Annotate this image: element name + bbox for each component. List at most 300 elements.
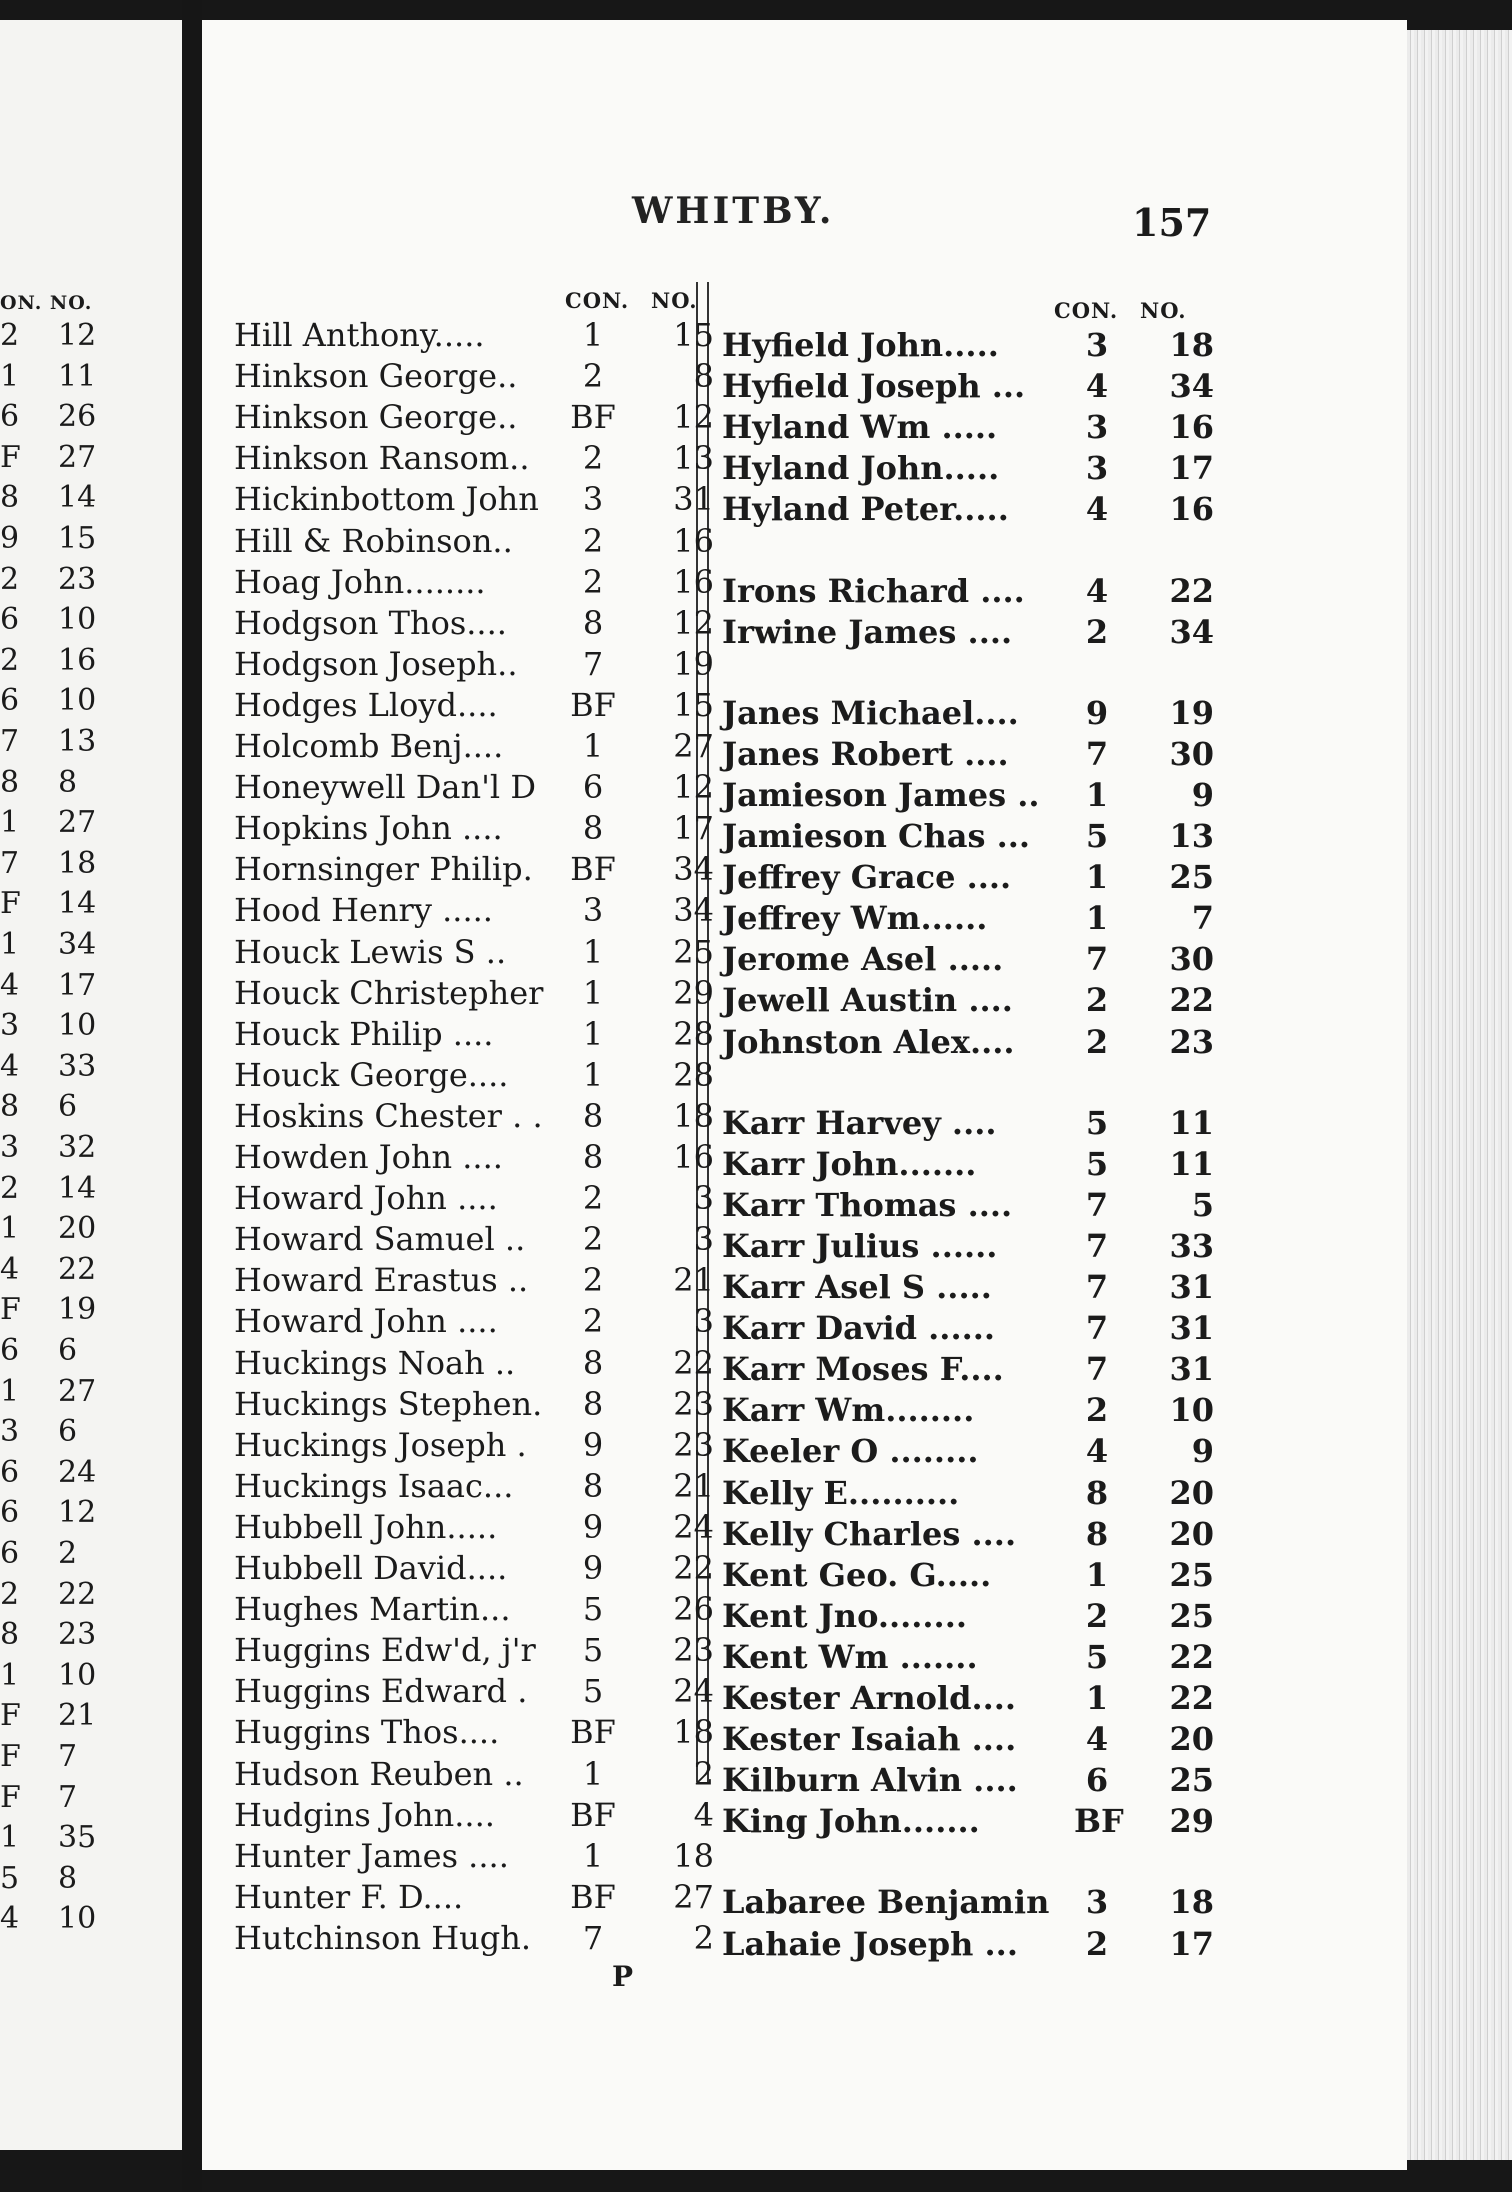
entry-name: Hinkson Ransom.. bbox=[234, 439, 530, 478]
left-page-no: 6 bbox=[58, 1089, 78, 1125]
left-page-no: 10 bbox=[58, 602, 97, 638]
entry-no: 22 bbox=[1169, 1679, 1214, 1717]
left-page-no: 33 bbox=[58, 1048, 97, 1084]
left-page-row bbox=[0, 927, 182, 967]
entry-no: 29 bbox=[673, 973, 714, 1012]
left-page-no: 8 bbox=[58, 1860, 78, 1896]
entry-name: Hudgins John.... bbox=[234, 1795, 495, 1834]
entry-con: 2 bbox=[1085, 1924, 1109, 1963]
entry-con: 2 bbox=[1085, 1391, 1109, 1430]
entry-con: 1 bbox=[582, 932, 604, 971]
entry-no: 11 bbox=[1169, 1103, 1214, 1142]
entry-name: Hill Anthony..... bbox=[234, 316, 485, 354]
left-page-con: 5 bbox=[0, 1860, 20, 1896]
entry-con: 1 bbox=[1085, 899, 1109, 938]
entry-no: 5 bbox=[1191, 1185, 1214, 1224]
entry-con: BF bbox=[570, 685, 616, 724]
left-page-con: 7 bbox=[0, 845, 20, 881]
left-page-no: 6 bbox=[58, 1414, 78, 1450]
entry-name: Janes Robert .... bbox=[722, 734, 1009, 773]
entry-no: 21 bbox=[673, 1261, 714, 1300]
entry-no: 15 bbox=[673, 316, 714, 354]
left-page-con: 2 bbox=[0, 1170, 20, 1206]
left-page-con: 3 bbox=[0, 1008, 20, 1044]
entry-name: Hopkins John .... bbox=[234, 809, 503, 848]
entry-name: Karr Julius ...... bbox=[722, 1226, 998, 1265]
left-page-con: 6 bbox=[0, 1333, 20, 1368]
left-page-no: 13 bbox=[58, 724, 97, 759]
left-page-con: 3 bbox=[0, 1414, 20, 1450]
entry-name: Karr Asel S ..... bbox=[722, 1268, 992, 1306]
left-page-con: 6 bbox=[0, 602, 20, 638]
entry-con: 2 bbox=[582, 1179, 604, 1218]
entry-name: Hodgson Joseph.. bbox=[234, 644, 518, 683]
entry-con: 8 bbox=[582, 603, 604, 642]
left-page-con: 2 bbox=[0, 642, 20, 678]
left-page-con: 8 bbox=[0, 1089, 20, 1125]
entry-con: 7 bbox=[1085, 1185, 1109, 1224]
left-page-row bbox=[0, 1861, 182, 1901]
left-page-row bbox=[0, 683, 182, 723]
entry-no: 23 bbox=[1169, 1022, 1214, 1061]
entry-name: Hodges Lloyd.... bbox=[234, 685, 498, 724]
con-header: CON. bbox=[1054, 298, 1119, 323]
entry-no: 3 bbox=[693, 1302, 714, 1341]
entry-no: 18 bbox=[1169, 326, 1214, 364]
entry-name: Houck Christepher bbox=[234, 973, 544, 1012]
left-page-con: 9 bbox=[0, 521, 20, 556]
entry-con: 7 bbox=[1085, 734, 1109, 773]
entry-con: 5 bbox=[582, 1631, 604, 1670]
entry-no: 3 bbox=[693, 1179, 714, 1218]
left-page-con: 4 bbox=[0, 967, 20, 1003]
left-page-con: 1 bbox=[0, 927, 20, 962]
left-page-row bbox=[0, 805, 182, 845]
entry-con: 4 bbox=[1085, 367, 1109, 406]
entry-con: 8 bbox=[582, 1384, 604, 1423]
left-page-row bbox=[0, 1617, 182, 1657]
entry-con: BF bbox=[570, 1795, 616, 1834]
left-page-con: 2 bbox=[0, 1576, 20, 1612]
entry-name: King John....... bbox=[722, 1802, 980, 1841]
left-page-row bbox=[0, 1333, 182, 1373]
entry-con: 2 bbox=[1085, 1596, 1109, 1635]
entry-con: 7 bbox=[582, 644, 604, 683]
entry-no: 30 bbox=[1169, 734, 1214, 773]
entry-con: 1 bbox=[582, 316, 604, 354]
entry-name: Kent Wm ....... bbox=[722, 1637, 978, 1676]
entry-name: Hoskins Chester . . bbox=[234, 1096, 543, 1135]
left-page-no: 26 bbox=[58, 399, 97, 435]
entry-name: Johnston Alex.... bbox=[722, 1022, 1015, 1061]
entry-con: 1 bbox=[582, 1754, 604, 1793]
entry-no: 34 bbox=[1169, 367, 1214, 406]
entry-no: 13 bbox=[1169, 817, 1214, 855]
left-page-row bbox=[0, 1130, 182, 1170]
left-page-no: 22 bbox=[58, 1576, 97, 1612]
entry-con: 5 bbox=[582, 1672, 604, 1711]
left-page-no: 17 bbox=[58, 967, 97, 1003]
entry-no: 20 bbox=[1169, 1720, 1214, 1759]
left-page-con: 1 bbox=[0, 358, 20, 394]
entry-no: 19 bbox=[1169, 693, 1214, 732]
entry-con: 3 bbox=[1085, 449, 1109, 488]
left-page-no: 32 bbox=[58, 1130, 97, 1165]
left-page-row bbox=[0, 602, 182, 642]
entry-no: 31 bbox=[673, 480, 714, 519]
entry-name: Jamieson Chas ... bbox=[722, 817, 1031, 855]
entry-name: Kelly Charles .... bbox=[722, 1514, 1017, 1553]
entry-con: 1 bbox=[1085, 1679, 1109, 1717]
entry-con: BF bbox=[570, 398, 616, 437]
entry-name: Janes Michael.... bbox=[722, 693, 1019, 732]
entry-con: 1 bbox=[582, 973, 604, 1012]
entry-con: 2 bbox=[1085, 981, 1109, 1020]
entry-con: BF bbox=[570, 850, 616, 889]
entry-con: 9 bbox=[582, 1507, 604, 1546]
entry-name: Hudson Reuben .. bbox=[234, 1754, 524, 1793]
entry-con: 2 bbox=[582, 1220, 604, 1259]
entry-no: 10 bbox=[1169, 1391, 1214, 1430]
left-page-con: 7 bbox=[0, 724, 20, 759]
entry-name: Hubbell David.... bbox=[234, 1549, 508, 1587]
left-page-no: 2 bbox=[58, 1536, 78, 1571]
entry-con: 8 bbox=[582, 1096, 604, 1135]
entry-name: Lahaie Joseph ... bbox=[722, 1924, 1018, 1963]
entry-no: 16 bbox=[673, 562, 714, 601]
entry-name: Houck Lewis S .. bbox=[234, 932, 507, 971]
left-page-con: F bbox=[0, 886, 21, 922]
book-gutter bbox=[182, 0, 202, 2192]
left-page-con: F bbox=[0, 1292, 21, 1328]
entry-name: Howden John .... bbox=[234, 1138, 503, 1176]
entry-con: 8 bbox=[1085, 1473, 1109, 1512]
left-page-row bbox=[0, 359, 182, 399]
entry-no: 22 bbox=[1169, 1637, 1214, 1676]
left-page-con: 6 bbox=[0, 1536, 20, 1571]
entry-no: 22 bbox=[1169, 981, 1214, 1020]
entry-con: 8 bbox=[582, 1466, 604, 1505]
left-page-no: 10 bbox=[58, 1008, 97, 1044]
entry-no: 18 bbox=[673, 1713, 714, 1752]
left-page-column-header: ON. NO. bbox=[0, 292, 93, 314]
left-page-row bbox=[0, 1820, 182, 1860]
left-page-row bbox=[0, 1049, 182, 1089]
entry-con: 5 bbox=[1085, 1103, 1109, 1142]
page-title: WHITBY. bbox=[632, 190, 835, 232]
entry-no: 31 bbox=[1169, 1309, 1214, 1348]
left-page-con: 6 bbox=[0, 1454, 20, 1490]
entry-con: BF bbox=[570, 1713, 616, 1752]
entry-name: Hornsinger Philip. bbox=[234, 850, 533, 889]
left-page-con: F bbox=[0, 1779, 21, 1815]
entry-name: Keeler O ........ bbox=[722, 1432, 979, 1471]
entry-con: 1 bbox=[582, 1014, 604, 1053]
no-header: NO. bbox=[651, 288, 698, 313]
left-page-no: 14 bbox=[58, 480, 97, 516]
left-page-con: 2 bbox=[0, 561, 20, 597]
entry-name: Jerome Asel ..... bbox=[722, 940, 1004, 979]
entry-no: 17 bbox=[1169, 1924, 1214, 1963]
entry-con: 2 bbox=[1085, 612, 1109, 651]
entry-name: Howard John .... bbox=[234, 1179, 498, 1218]
left-page-con: 8 bbox=[0, 764, 20, 800]
entry-name: Kent Geo. G..... bbox=[722, 1555, 992, 1594]
left-page-no: 14 bbox=[58, 886, 97, 922]
entry-con: BF bbox=[1074, 1802, 1124, 1841]
entry-no: 28 bbox=[673, 1055, 714, 1094]
entry-no: 17 bbox=[673, 809, 714, 848]
left-page-no: 7 bbox=[58, 1779, 78, 1815]
entry-no: 29 bbox=[1169, 1802, 1214, 1841]
entry-name: Howard Samuel .. bbox=[234, 1220, 526, 1259]
left-page-con: 3 bbox=[0, 1130, 20, 1165]
entry-no: 25 bbox=[1169, 1555, 1214, 1594]
entry-name: Kilburn Alvin .... bbox=[722, 1761, 1018, 1800]
entry-no: 9 bbox=[1191, 1432, 1214, 1471]
left-page-row bbox=[0, 1780, 182, 1820]
entry-name: Irwine James .... bbox=[722, 612, 1013, 651]
left-page-no: 27 bbox=[58, 805, 97, 841]
left-page-con: 6 bbox=[0, 1495, 20, 1531]
left-page-con: 1 bbox=[0, 1820, 20, 1856]
entry-con: 8 bbox=[582, 809, 604, 848]
entry-no: 34 bbox=[1169, 612, 1214, 651]
left-page-con: 8 bbox=[0, 1617, 20, 1653]
entry-name: Hyfield John..... bbox=[722, 326, 999, 364]
entry-no: 27 bbox=[673, 727, 714, 765]
entry-name: Kester Arnold.... bbox=[722, 1679, 1017, 1717]
entry-name: Kelly E.......... bbox=[722, 1473, 960, 1512]
entry-no: 28 bbox=[673, 1014, 714, 1053]
left-page-row bbox=[0, 1171, 182, 1211]
left-page-no: 10 bbox=[58, 1901, 97, 1937]
left-page-row bbox=[0, 1292, 182, 1332]
entry-con: 6 bbox=[582, 768, 604, 807]
entry-no: 7 bbox=[1191, 899, 1214, 938]
entry-name: Hyland John..... bbox=[722, 449, 1000, 488]
entry-name: Huggins Edw'd, j'r bbox=[234, 1631, 536, 1670]
entry-no: 25 bbox=[1169, 1761, 1214, 1800]
entry-no: 18 bbox=[673, 1096, 714, 1135]
entry-con: 5 bbox=[1085, 1637, 1109, 1676]
entry-no: 16 bbox=[673, 1138, 714, 1176]
entry-con: 9 bbox=[1085, 693, 1109, 732]
entry-no: 25 bbox=[673, 932, 714, 971]
entry-no: 34 bbox=[673, 891, 714, 930]
entry-con: 8 bbox=[582, 1138, 604, 1176]
left-page-row bbox=[0, 643, 182, 683]
left-page-row bbox=[0, 765, 182, 805]
left-page-row bbox=[0, 562, 182, 602]
entry-no: 22 bbox=[673, 1343, 714, 1382]
entry-name: Huckings Noah .. bbox=[234, 1343, 516, 1382]
left-page-con: 6 bbox=[0, 683, 20, 719]
entry-con: 1 bbox=[582, 1055, 604, 1094]
left-page-row bbox=[0, 1658, 182, 1698]
entry-con: 8 bbox=[1085, 1514, 1109, 1553]
left-page-no: 8 bbox=[58, 764, 78, 800]
left-page-row bbox=[0, 399, 182, 439]
entry-con: 7 bbox=[1085, 1268, 1109, 1306]
entry-con: 7 bbox=[582, 1918, 604, 1957]
left-page-con: 4 bbox=[0, 1251, 20, 1287]
left-page-row bbox=[0, 846, 182, 886]
entry-no: 20 bbox=[1169, 1514, 1214, 1553]
entry-no: 4 bbox=[693, 1795, 714, 1834]
entry-con: 7 bbox=[1085, 1226, 1109, 1265]
entry-con: 8 bbox=[582, 1343, 604, 1382]
entry-con: 2 bbox=[582, 1261, 604, 1300]
left-page-row bbox=[0, 318, 182, 358]
entry-name: Hickinbottom John bbox=[234, 480, 539, 519]
entry-con: 3 bbox=[1085, 326, 1109, 364]
left-page-row bbox=[0, 440, 182, 480]
left-page-row bbox=[0, 1374, 182, 1414]
left-page-no: 18 bbox=[58, 845, 97, 881]
entry-no: 8 bbox=[693, 357, 714, 396]
entry-no: 11 bbox=[1169, 1144, 1214, 1183]
facing-left-page bbox=[0, 20, 182, 2150]
entry-no: 24 bbox=[673, 1672, 714, 1711]
left-page-no: 15 bbox=[58, 521, 97, 556]
entry-con: 5 bbox=[1085, 1144, 1109, 1183]
entry-no: 16 bbox=[673, 521, 714, 560]
left-page-no: 12 bbox=[58, 318, 97, 353]
entry-name: Huckings Isaac... bbox=[234, 1466, 514, 1505]
left-page-no: 6 bbox=[58, 1333, 78, 1368]
entry-con: 6 bbox=[1085, 1761, 1109, 1800]
directory-page bbox=[202, 20, 1407, 2170]
entry-con: 1 bbox=[1085, 1555, 1109, 1594]
left-page-row bbox=[0, 480, 182, 520]
left-page-row bbox=[0, 1008, 182, 1048]
entry-name: Karr Wm........ bbox=[722, 1391, 975, 1430]
entry-no: 16 bbox=[1169, 490, 1214, 529]
entry-name: Howard Erastus .. bbox=[234, 1261, 529, 1300]
entry-name: Hoag John........ bbox=[234, 562, 486, 601]
left-page-row bbox=[0, 1698, 182, 1738]
entry-con: 9 bbox=[582, 1549, 604, 1587]
left-page-no: 34 bbox=[58, 927, 97, 962]
left-page-no: 14 bbox=[58, 1170, 97, 1206]
left-page-no: 20 bbox=[58, 1211, 97, 1247]
entry-name: Karr Thomas .... bbox=[722, 1185, 1013, 1224]
entry-con: 4 bbox=[1085, 571, 1109, 610]
entry-no: 26 bbox=[673, 1590, 714, 1629]
left-page-con: 4 bbox=[0, 1901, 20, 1937]
entry-no: 22 bbox=[673, 1549, 714, 1587]
entry-no: 31 bbox=[1169, 1268, 1214, 1306]
entry-name: Jewell Austin .... bbox=[722, 981, 1013, 1020]
entry-name: Hill & Robinson.. bbox=[234, 521, 513, 560]
entry-con: 2 bbox=[582, 562, 604, 601]
entry-no: 2 bbox=[693, 1918, 714, 1957]
entry-no: 23 bbox=[673, 1384, 714, 1423]
entry-name: Hood Henry ..... bbox=[234, 891, 493, 930]
entry-con: 1 bbox=[1085, 858, 1109, 897]
entry-no: 30 bbox=[1169, 940, 1214, 979]
left-page-no: 12 bbox=[58, 1495, 97, 1531]
entry-name: Karr Moses F.... bbox=[722, 1350, 1004, 1389]
entry-name: Huckings Joseph . bbox=[234, 1425, 527, 1464]
entry-con: 7 bbox=[1085, 1350, 1109, 1389]
entry-no: 20 bbox=[1169, 1473, 1214, 1512]
entry-name: Huggins Thos.... bbox=[234, 1713, 500, 1752]
left-page-row bbox=[0, 1414, 182, 1454]
left-page-row bbox=[0, 724, 182, 764]
entry-name: Hinkson George.. bbox=[234, 398, 518, 437]
entry-no: 33 bbox=[1169, 1226, 1214, 1265]
left-page-con: 1 bbox=[0, 1211, 20, 1247]
entry-name: Honeywell Dan'l D bbox=[234, 768, 536, 807]
entry-con: 9 bbox=[582, 1425, 604, 1464]
left-page-row bbox=[0, 1211, 182, 1251]
entry-name: Hyfield Joseph ... bbox=[722, 367, 1026, 406]
entry-con: 7 bbox=[1085, 940, 1109, 979]
left-page-row bbox=[0, 886, 182, 926]
left-page-con: 2 bbox=[0, 318, 20, 353]
printer-signature: P bbox=[612, 1960, 634, 1993]
entry-no: 31 bbox=[1169, 1350, 1214, 1389]
entry-con: BF bbox=[570, 1877, 616, 1916]
left-page-no: 19 bbox=[58, 1292, 97, 1328]
entry-name: Jamieson James .. bbox=[722, 775, 1040, 814]
entry-no: 22 bbox=[1169, 571, 1214, 610]
left-page-con: F bbox=[0, 439, 21, 475]
left-page-row bbox=[0, 1536, 182, 1576]
left-page-no: 10 bbox=[58, 1657, 97, 1693]
left-page-no: 24 bbox=[58, 1454, 97, 1490]
left-page-row bbox=[0, 1901, 182, 1941]
left-page-row bbox=[0, 521, 182, 561]
entry-no: 19 bbox=[673, 644, 714, 683]
entry-name: Labaree Benjamin bbox=[722, 1883, 1050, 1922]
entry-no: 25 bbox=[1169, 1596, 1214, 1635]
entry-con: 1 bbox=[1085, 775, 1109, 814]
left-page-row bbox=[0, 1089, 182, 1129]
entry-name: Karr Harvey .... bbox=[722, 1103, 997, 1142]
left-page-con: 1 bbox=[0, 1657, 20, 1693]
left-page-no: 27 bbox=[58, 1373, 97, 1409]
left-page-con: 1 bbox=[0, 805, 20, 841]
entry-con: 5 bbox=[582, 1590, 604, 1629]
entry-name: Karr David ...... bbox=[722, 1309, 995, 1348]
entry-name: Hubbell John..... bbox=[234, 1507, 498, 1546]
entry-no: 21 bbox=[673, 1466, 714, 1505]
entry-no: 13 bbox=[673, 439, 714, 478]
entry-con: 2 bbox=[582, 1302, 604, 1341]
entry-con: 1 bbox=[582, 1836, 604, 1875]
entry-con: 3 bbox=[582, 480, 604, 519]
left-page-con: F bbox=[0, 1739, 21, 1774]
left-page-row bbox=[0, 1577, 182, 1617]
entry-con: 7 bbox=[1085, 1309, 1109, 1348]
entry-name: Hyland Peter..... bbox=[722, 490, 1009, 529]
entry-no: 23 bbox=[673, 1425, 714, 1464]
entry-name: Holcomb Benj.... bbox=[234, 727, 504, 765]
left-page-row bbox=[0, 1495, 182, 1535]
left-page-no: 7 bbox=[58, 1739, 78, 1774]
entry-no: 12 bbox=[673, 603, 714, 642]
entry-no: 12 bbox=[673, 768, 714, 807]
left-page-no: 16 bbox=[58, 642, 97, 678]
entry-no: 3 bbox=[693, 1220, 714, 1259]
entry-no: 18 bbox=[673, 1836, 714, 1875]
entry-name: Jeffrey Grace .... bbox=[722, 858, 1012, 897]
entry-no: 17 bbox=[1169, 449, 1214, 488]
left-page-con: 1 bbox=[0, 1373, 20, 1409]
